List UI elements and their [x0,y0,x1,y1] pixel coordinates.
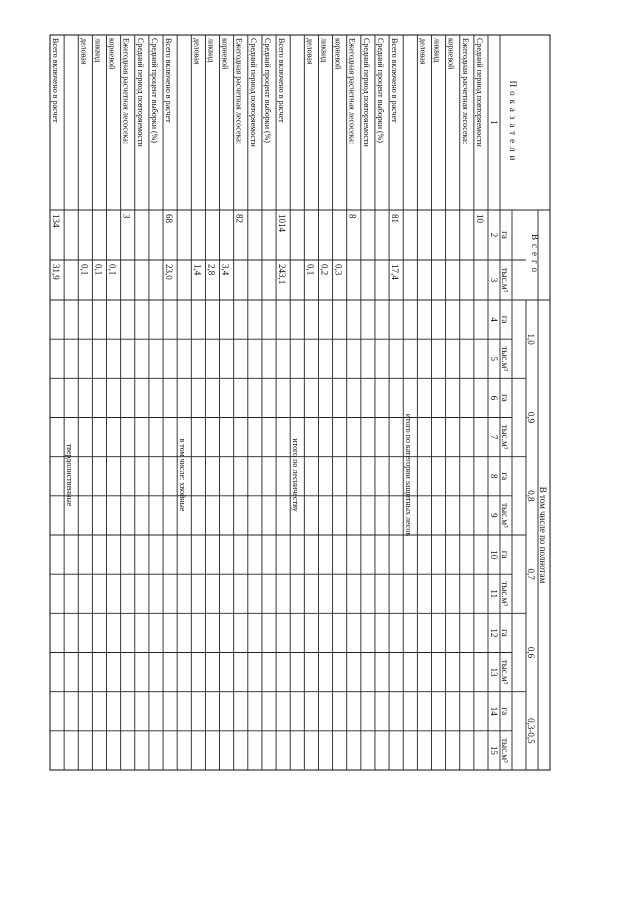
header-unit-ha-3: га [500,550,510,559]
header-unit-m3-1: тыс.м³ [500,424,510,450]
header-unit-m3-2: тыс.м³ [500,503,510,528]
header-unit-ha-2: га [500,472,510,481]
row-m3: 0,1 [107,264,118,276]
row-ha: 3 [121,214,132,219]
column-number-10: 10 [489,550,499,560]
row-label: Средний процент выборки (%) [375,38,385,143]
row-m3: 31,9 [51,264,61,280]
row-ha: 82 [234,214,245,223]
row-label: Средний период повторяемости [361,38,371,147]
row-m3: 0,2 [319,264,330,276]
section-header: итого по категории защитных лесов [404,413,414,537]
header-density-2: 0,8 [526,490,536,502]
row-label: ликвид [319,38,329,63]
row-label: Всего включено в расчет [164,38,174,123]
header-density-1: 0,9 [526,411,536,424]
row-label: Ежегодная расчетная лесосека: [347,38,357,145]
column-number-1: 1 [489,120,499,125]
column-number-15: 15 [489,745,499,755]
header-unit-ha-5: га [500,707,510,716]
column-number-14: 14 [489,706,499,716]
header-density-0: 1,0 [526,333,536,345]
row-label: Всего включено в расчет [390,38,400,123]
row-m3: 2,8 [206,264,217,276]
row-label: Всего включено в расчет [51,38,60,123]
row-m3: 1,4 [192,264,203,276]
row-ha: 1014 [277,214,288,232]
column-number-2: 2 [489,232,499,238]
header-unit-m3-3: тыс.м³ [500,581,510,607]
row-ha: 10 [474,214,485,223]
row-label: деловая [305,38,315,65]
row-ha: 134 [51,214,61,228]
row-label: Средний процент выборки (%) [262,38,272,143]
row-label: деловая [418,38,428,65]
header-unit-ha: га [500,231,510,239]
header-indicators: Показатели [508,80,518,165]
row-m3: 23,0 [164,264,175,280]
column-number-3: 3 [489,277,499,283]
row-label: Ежегодная расчетная лесосека: [234,38,244,145]
row-m3: 17,4 [390,264,401,280]
row-ha: 68 [164,214,175,223]
row-label: корневой [333,38,343,70]
column-number-5: 5 [489,356,499,361]
header-unit-m3: тыс.м³ [500,267,510,293]
row-m3: 0,1 [79,264,90,276]
header-density-5: 0,3-0,5 [526,718,536,744]
header-unit-ha-1: га [500,394,510,402]
column-number-8: 8 [489,474,499,479]
row-m3: 0,1 [305,264,316,276]
section-header: в том числе: хвойные [178,438,188,512]
column-number-4: 4 [489,317,499,322]
column-number-7: 7 [489,434,499,440]
row-label: корневой [446,38,456,70]
row-label: Средний период повторяемости [248,38,258,147]
column-number-6: 6 [489,395,499,401]
row-m3: 243,1 [277,264,288,285]
row-m3: 0,3 [333,264,344,276]
header-density-group: В том числе по полнотам [538,486,548,584]
row-m3: 3,4 [220,264,231,276]
row-ha: 8 [347,214,358,219]
row-label: Средний период повторяемости [135,38,145,147]
row-label: Средний период повторяемости [474,38,484,147]
row-ha: 81 [390,214,401,223]
header-density-4: 0,6 [526,646,536,659]
rotated-table [50,35,550,770]
column-number-11: 11 [489,589,499,599]
header-unit-ha-4: га [500,629,510,637]
row-label: ликвид [93,38,103,63]
header-total: Всего [530,233,540,277]
header-unit-m3-4: тыс.м³ [500,659,510,685]
row-label: Ежегодная расчетная лесосека: [460,38,470,145]
header-unit-m3-0: тыс.м³ [500,346,510,372]
column-number-9: 9 [489,513,499,518]
row-label: Средний процент выборки (%) [149,38,159,143]
row-label: Всего включено в расчет [277,38,287,123]
column-number-13: 13 [489,667,499,677]
row-label: деловая [79,38,89,65]
section-header: твердолиственные [65,443,75,507]
row-label: Ежегодная расчетная лесосека: [121,38,131,145]
row-label: корневой [107,38,117,70]
row-m3: 0,1 [93,264,104,276]
row-label: корневой [220,38,230,70]
row-label: деловая [192,38,202,65]
section-header: итого по лесничеству [291,438,301,512]
row-label: ликвид [432,38,442,63]
row-label: ликвид [206,38,216,63]
column-number-12: 12 [489,628,499,638]
header-unit-m3-5: тыс.м³ [500,738,510,763]
header-unit-ha-0: га [500,315,510,324]
header-density-3: 0,7 [526,568,536,580]
